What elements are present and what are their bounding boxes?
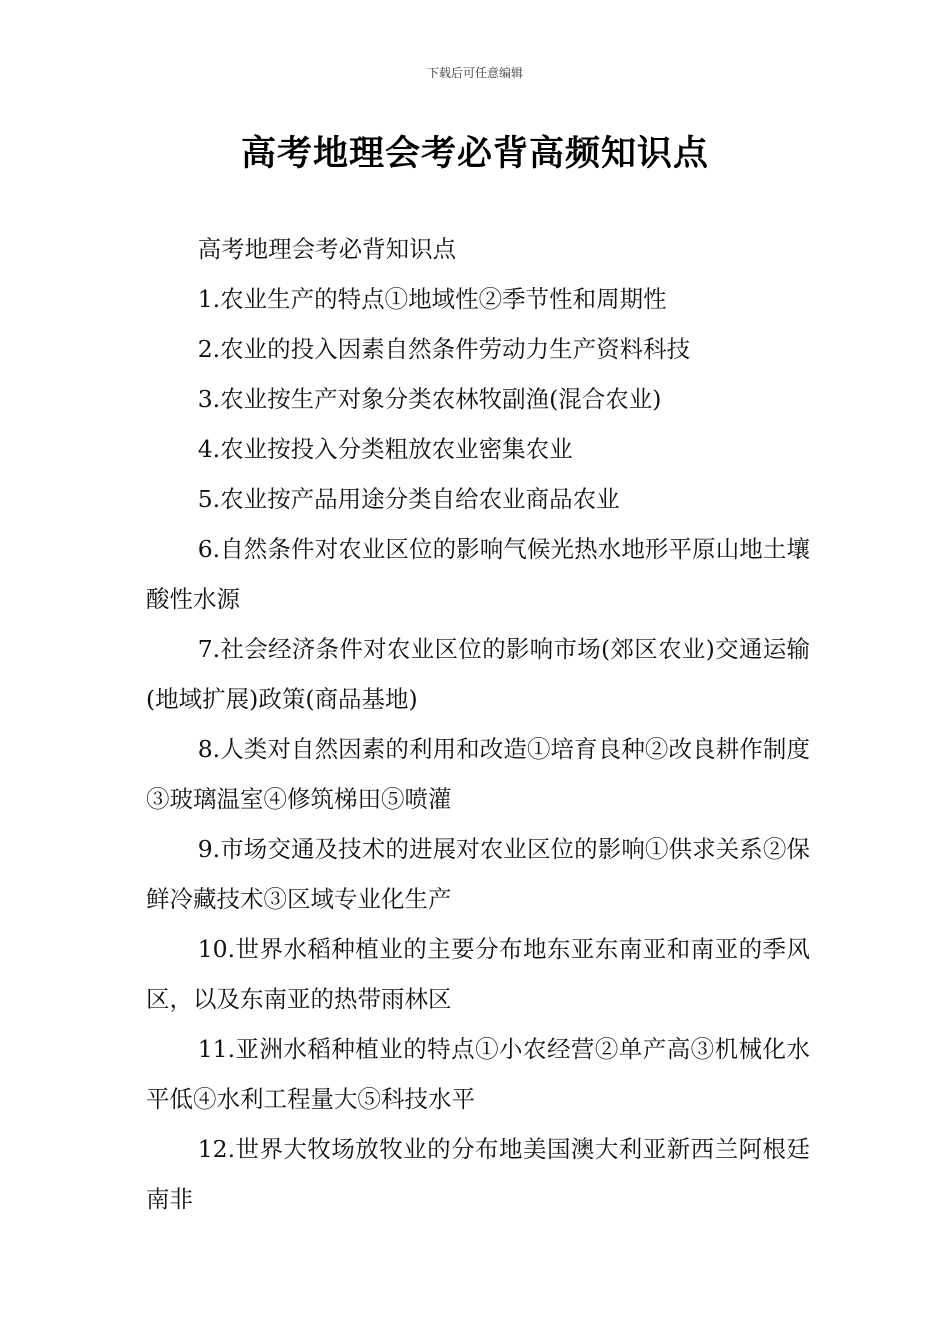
paragraph-4: 4.农业按投入分类粗放农业密集农业 — [197, 435, 573, 463]
paragraph-10: 10.世界水稻种植业的主要分布地东亚东南亚和南亚的季风区，以及东南亚的热带雨林区 — [146, 935, 810, 1013]
paragraph-11: 11.亚洲水稻种植业的特点①小农经营②单产高③机械化水平低④水利工程量大⑤科技水平 — [146, 1035, 810, 1113]
paragraph-8: 8.人类对自然因素的利用和改造①培育良种②改良耕作制度③玻璃温室④修筑梯田⑤喷灌 — [146, 735, 810, 813]
paragraph-9: 9.市场交通及技术的进展对农业区位的影响①供求关系②保鲜冷藏技术③区域专业化生产 — [146, 835, 810, 913]
document-title: 高考地理会考必背高频知识点 — [240, 133, 709, 174]
paragraph-1: 1.农业生产的特点①地域性②季节性和周期性 — [197, 285, 667, 313]
paragraph-6: 6.自然条件对农业区位的影响气候光热水地形平原山地土壤酸性水源 — [146, 535, 810, 613]
paragraph-intro: 高考地理会考必背知识点 — [197, 235, 457, 263]
header-note: 下载后可任意编辑 — [426, 66, 523, 80]
paragraph-2: 2.农业的投入因素自然条件劳动力生产资料科技 — [197, 335, 691, 363]
paragraph-7: 7.社会经济条件对农业区位的影响市场(郊区农业)交通运输(地域扩展)政策(商品基地) — [146, 635, 810, 713]
document-body — [146, 224, 810, 1224]
paragraph-12: 12.世界大牧场放牧业的分布地美国澳大利亚新西兰阿根廷南非 — [146, 1135, 810, 1213]
paragraph-5: 5.农业按产品用途分类自给农业商品农业 — [197, 485, 620, 513]
paragraph-3: 3.农业按生产对象分类农林牧副渔(混合农业) — [197, 385, 662, 413]
